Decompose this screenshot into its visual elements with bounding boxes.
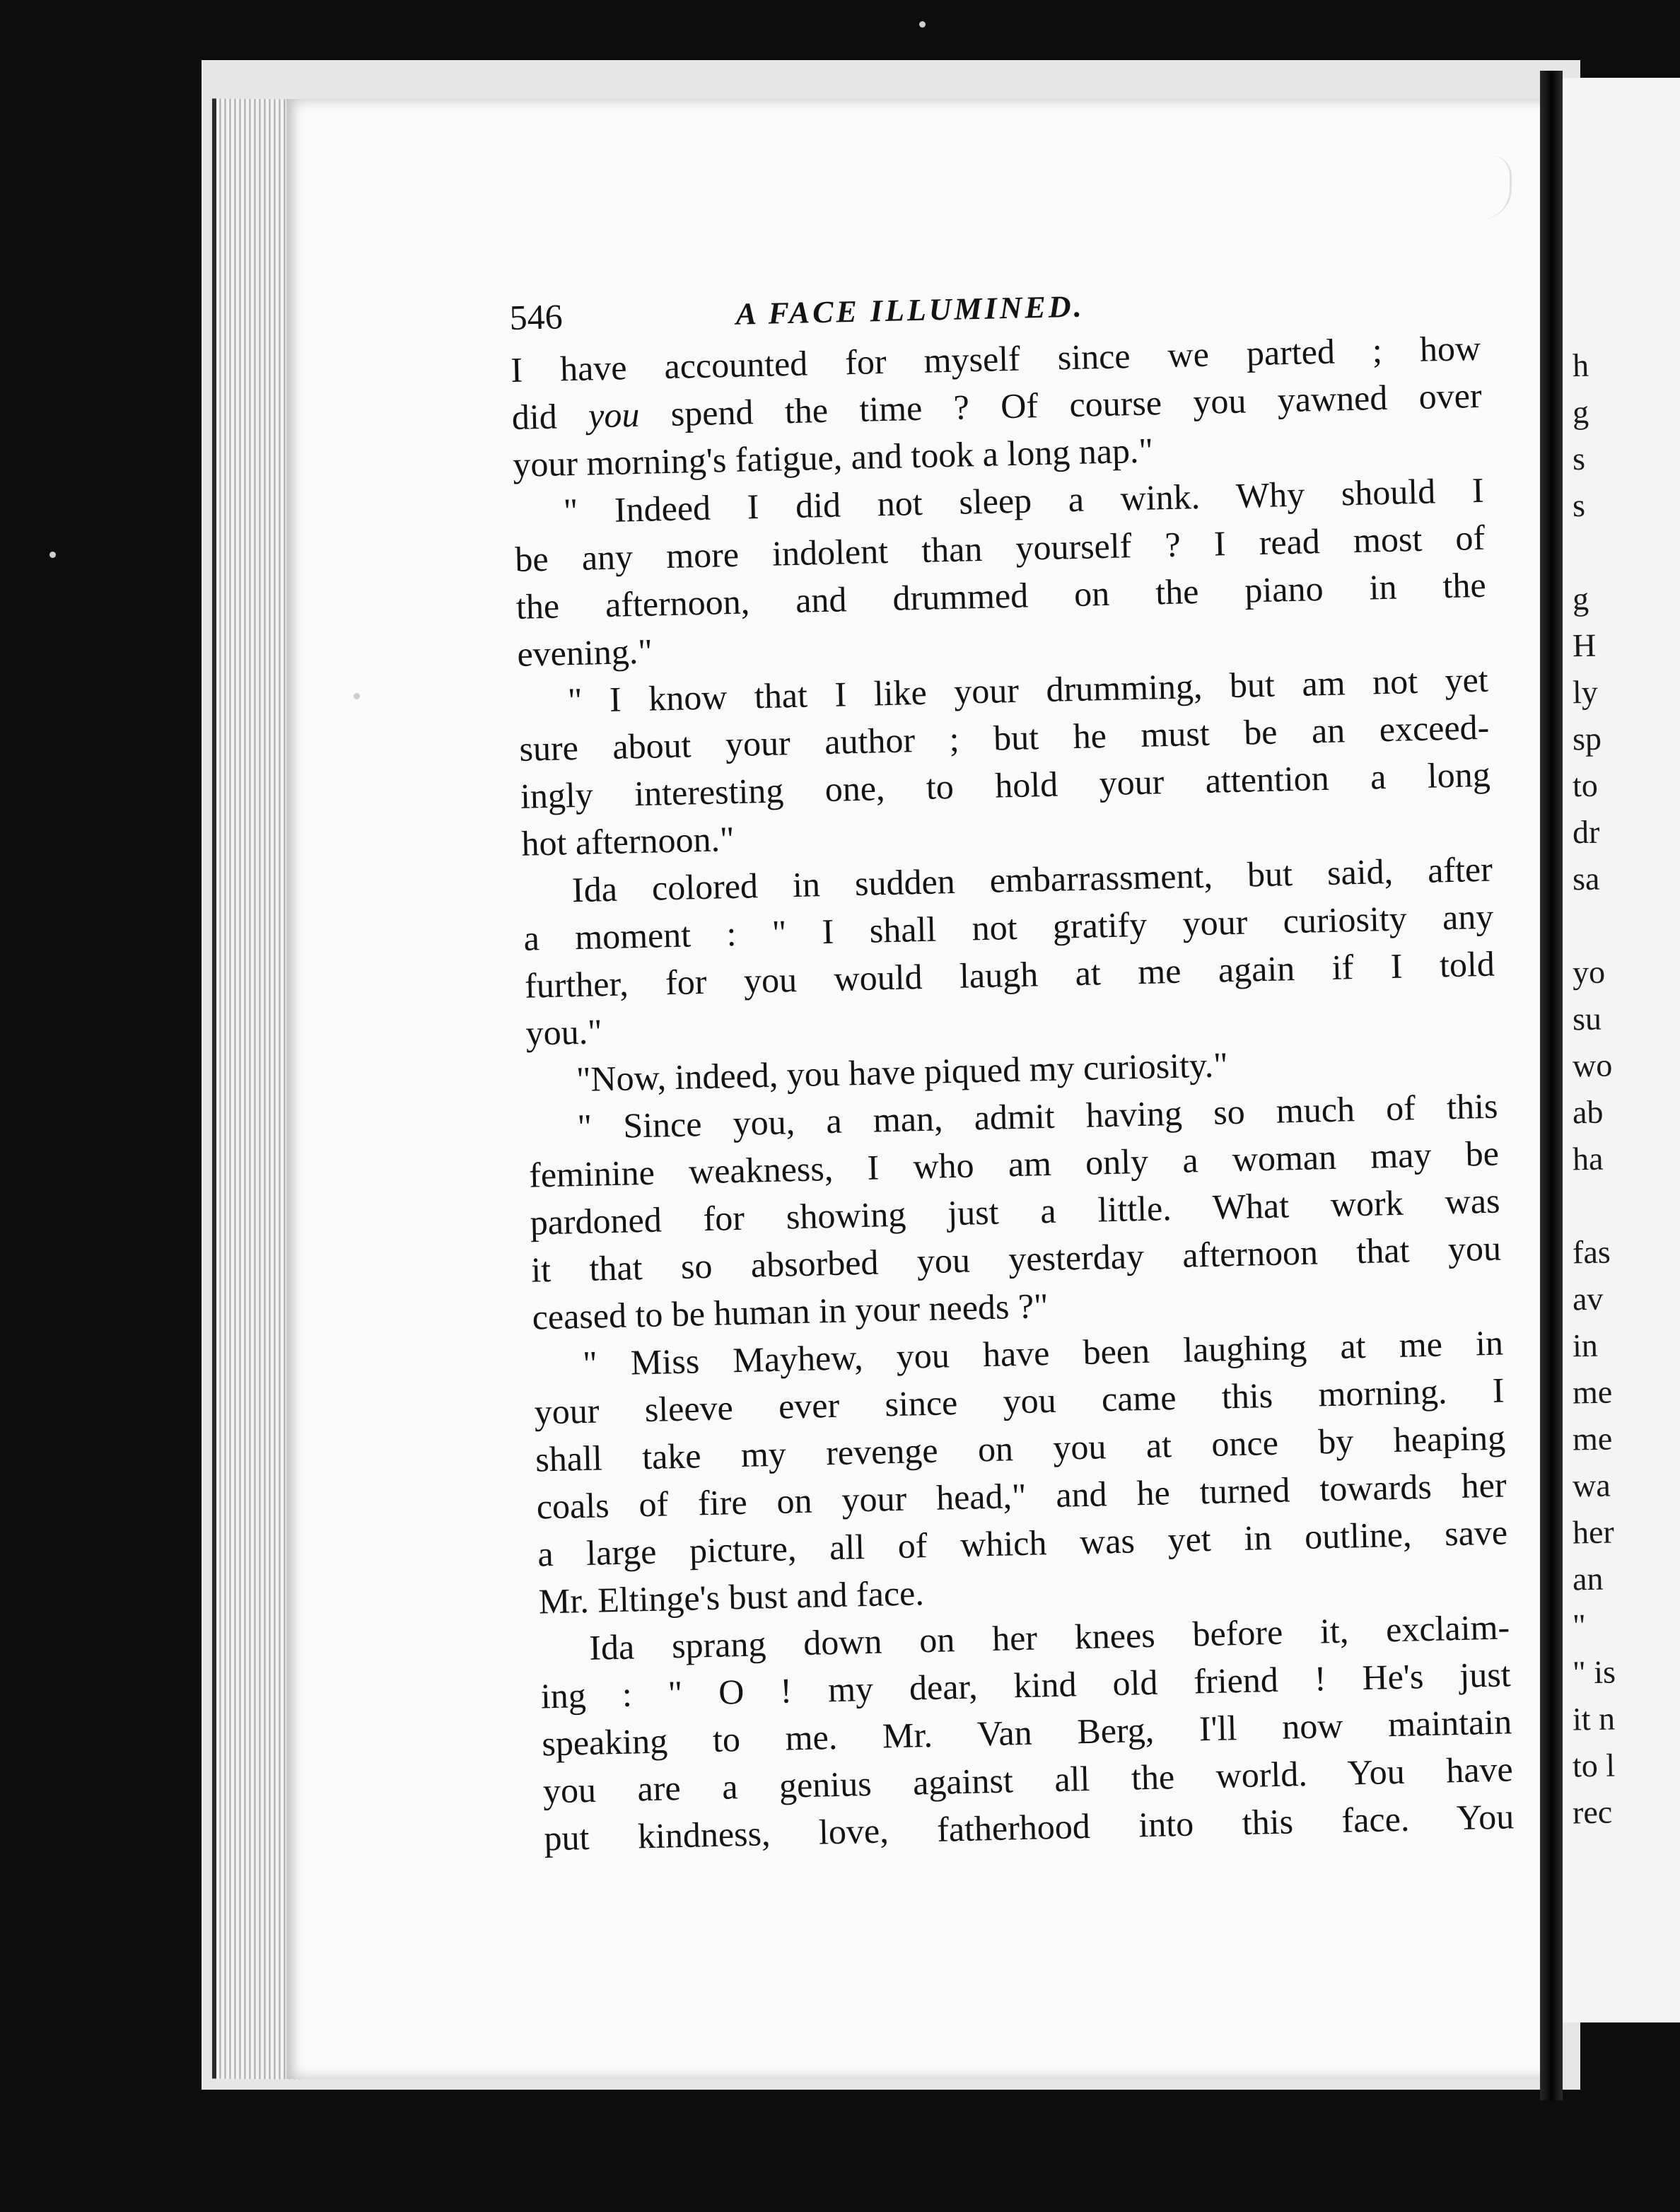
text-line: you." [525, 1011, 603, 1053]
next-page-line: it n [1572, 1700, 1616, 1737]
text-line: Ida colored in sudden embarrassment, but said, after [571, 849, 1493, 910]
next-page-line: yo [1572, 953, 1606, 991]
next-page-line: wa [1572, 1467, 1611, 1504]
text-line: " Indeed I did not sleep a wink. Why should I [563, 470, 1485, 531]
text-line: shall take my revenge on you at once by heaping [535, 1417, 1506, 1479]
next-page-line: g [1572, 580, 1589, 617]
text-line: evening." [516, 631, 653, 674]
next-page-fragment [1563, 78, 1680, 2022]
next-page-line: me [1572, 1373, 1613, 1411]
next-page-line: " [1572, 1607, 1587, 1644]
text-block [509, 275, 1515, 1863]
next-page-line: me [1572, 1420, 1613, 1457]
next-page-line: sa [1572, 860, 1600, 897]
text-line: ing : " O ! my dear, kind old friend ! He's just [540, 1654, 1512, 1716]
text-line: " Miss Mayhew, you have been laughing at me in [582, 1322, 1504, 1384]
text-line: a large picture, all of which was yet in outline, save [537, 1512, 1508, 1574]
next-page-line: in [1572, 1327, 1599, 1364]
next-page-line: sp [1572, 720, 1602, 757]
body-text [511, 325, 1515, 1863]
text-line: further, for you would laugh at me again if I told [524, 943, 1495, 1006]
next-page-line: su [1572, 1000, 1602, 1037]
text-line: coals of fire on your head," and he turned towards her [536, 1465, 1507, 1527]
emphasis: you [588, 394, 640, 436]
next-page-line: g [1572, 393, 1589, 431]
next-page-line: ha [1572, 1140, 1604, 1177]
text-line: put kindness, love, fatherhood into this face. You [543, 1796, 1515, 1858]
dust-speck [354, 693, 360, 699]
next-page-line: to l [1572, 1747, 1616, 1784]
next-page-line: to [1572, 767, 1599, 804]
text-line: " I know that I like your drumming, but am not yet [567, 659, 1489, 721]
next-page-line: h [1572, 347, 1589, 384]
text-line: it that so absorbed you yesterday afternoon that you [530, 1228, 1502, 1290]
next-page-line: ab [1572, 1093, 1604, 1131]
text-line: ceased to be human in your needs ?" [532, 1286, 1049, 1337]
next-page-line: rec [1572, 1793, 1613, 1831]
next-page-line: s [1572, 487, 1586, 524]
text-line: ingly interesting one, to hold your attention a long [520, 754, 1491, 816]
text-line: " Since you, a man, admit having so much of this [577, 1085, 1498, 1147]
next-page-line: dr [1572, 813, 1600, 851]
next-page-line: s [1572, 440, 1586, 477]
next-page-line: an [1572, 1560, 1604, 1597]
text-line: hot afternoon." [520, 818, 735, 863]
text-line: "Now, indeed, you have piqued my curiosity." [576, 1044, 1229, 1100]
text-line: your morning's fatigue, and took a long nap." [512, 430, 1154, 484]
next-page-line: " is [1572, 1653, 1616, 1691]
text-line: did you spend the time ? Of course you yawned over [511, 375, 1483, 437]
text-line: be any more indolent than yourself ? I read most of [514, 517, 1486, 579]
text-line: speaking to me. Mr. Van Berg, I'll now maintain [541, 1701, 1512, 1764]
page-number: 546 [509, 296, 564, 337]
text-line: I have accounted for myself since we parted ; how [510, 327, 1481, 390]
text-line: feminine weakness, I who am only a woman may be [528, 1133, 1500, 1195]
text-line: Ida sprang down on her knees before it, exclaim- [588, 1607, 1510, 1667]
text-line: your sleeve ever since you came this morning. I [534, 1370, 1505, 1432]
text-line: a moment : " I shall not gratify your curiosity any [523, 896, 1494, 958]
text-line: the afternoon, and drummed on the piano in the [515, 564, 1487, 627]
next-page-line: wo [1572, 1047, 1613, 1084]
next-page-line: ly [1572, 673, 1599, 711]
next-page-line: her [1572, 1513, 1615, 1551]
dust-speck [919, 21, 926, 28]
next-page-line: H [1572, 627, 1597, 664]
scratch-mark [1481, 156, 1512, 219]
text-line: pardoned for showing just a little. What work was [530, 1180, 1500, 1242]
book-gutter [1540, 71, 1563, 2100]
text-line: sure about your author ; but he must be an exceed- [518, 706, 1490, 769]
running-head: A FACE ILLUMINED. [735, 289, 1085, 332]
text-line: you are a genius against all the world. You have [542, 1749, 1514, 1811]
next-page-line: fas [1572, 1233, 1611, 1271]
dust-speck [49, 552, 56, 558]
text-line: Mr. Eltinge's bust and face. [538, 1573, 925, 1622]
next-page-line: av [1572, 1280, 1604, 1317]
